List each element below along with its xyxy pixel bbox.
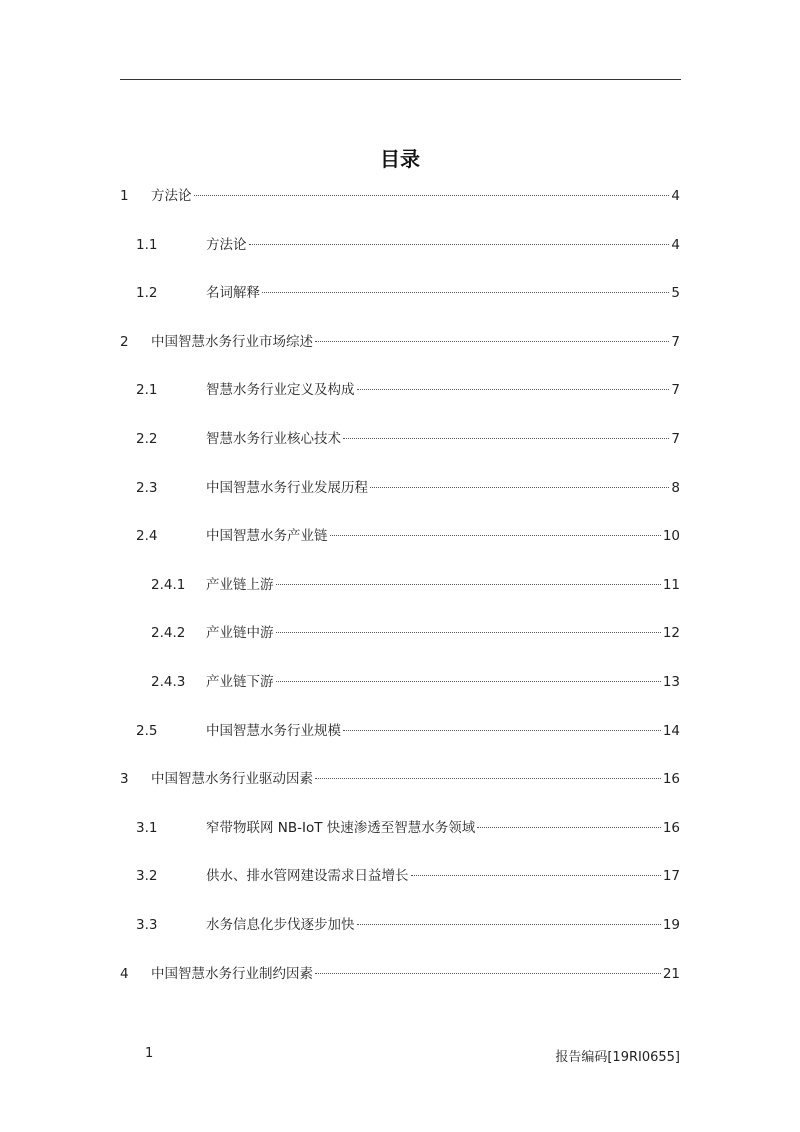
toc-entry-title: 水务信息化步伐逐步加快 xyxy=(206,917,355,933)
toc-title: 目录 xyxy=(380,147,420,171)
toc-entry-number: 3.3 xyxy=(136,917,158,933)
toc-dot-leader xyxy=(357,389,670,390)
toc-dot-leader xyxy=(411,875,661,876)
toc-entry-number: 2.4.2 xyxy=(151,625,186,642)
toc-entry[interactable] xyxy=(120,476,680,500)
toc-entry-number: 1.1 xyxy=(136,236,158,253)
toc-entry-number: 2.2 xyxy=(136,431,158,447)
toc-entry-page: 21 xyxy=(662,965,680,982)
toc-entry-title: 方法论 xyxy=(151,188,192,204)
toc-entry-number: 2.1 xyxy=(136,382,158,399)
toc-entry[interactable] xyxy=(120,573,680,597)
toc-entry[interactable] xyxy=(120,281,680,305)
toc-entry-number: 2.3 xyxy=(136,479,158,496)
toc-entry-title: 中国智慧水务行业驱动因素 xyxy=(151,771,313,788)
footer-report-code: 报告编码[19RI0655] xyxy=(555,1050,680,1065)
toc-dot-leader xyxy=(370,487,669,488)
toc-entry-title: 中国智慧水务行业制约因素 xyxy=(151,965,313,982)
toc-entry-page: 16 xyxy=(662,771,680,788)
toc-dot-leader xyxy=(262,292,669,293)
toc-entry[interactable] xyxy=(120,233,680,257)
toc-entry-title: 产业链中游 xyxy=(206,625,274,642)
toc-entry-page: 4 xyxy=(671,236,680,253)
toc-entry-title: 窄带物联网 NB-IoT 快速渗透至智慧水务领域 xyxy=(206,819,476,836)
toc-entry[interactable] xyxy=(120,767,680,791)
toc-entry-page: 7 xyxy=(671,382,680,399)
toc-entry[interactable] xyxy=(120,670,680,694)
toc-entry-title: 中国智慧水务行业规模 xyxy=(206,722,341,739)
toc-entry-number: 2 xyxy=(120,333,129,350)
toc-entry-page: 16 xyxy=(662,819,680,836)
toc-entry-number: 2.4 xyxy=(136,528,158,545)
toc-entry-page: 14 xyxy=(662,722,680,739)
toc-entry-number: 2.4.3 xyxy=(151,674,186,690)
toc-dot-leader xyxy=(315,341,669,342)
toc-entry-number: 1.2 xyxy=(136,285,158,302)
toc-entry[interactable] xyxy=(120,864,680,888)
toc-dot-leader xyxy=(194,195,670,196)
toc-entry[interactable] xyxy=(120,816,680,840)
toc-entry-title: 智慧水务行业核心技术 xyxy=(206,431,341,447)
toc-entry-title: 产业链下游 xyxy=(206,674,274,690)
toc-dot-leader xyxy=(276,681,661,682)
toc-entry-title: 中国智慧水务行业市场综述 xyxy=(151,333,313,350)
toc-dot-leader xyxy=(477,827,661,828)
toc-dot-leader xyxy=(330,535,661,536)
toc-entry-page: 13 xyxy=(662,674,680,690)
toc-entry-number: 2.4.1 xyxy=(151,576,186,593)
toc-entry-title: 智慧水务行业定义及构成 xyxy=(206,382,355,399)
toc-dot-leader xyxy=(276,632,661,633)
toc-entry-page: 5 xyxy=(671,285,680,302)
toc-entry-title: 方法论 xyxy=(206,236,247,253)
toc-entry-title: 产业链上游 xyxy=(206,576,274,593)
footer-page-number: 1 xyxy=(145,1046,154,1061)
toc-dot-leader xyxy=(249,244,670,245)
toc-entry[interactable] xyxy=(120,184,680,208)
toc-entry-number: 1 xyxy=(120,188,129,204)
toc-dot-leader xyxy=(276,584,661,585)
header-rule xyxy=(120,79,681,80)
toc-entry-title: 名词解释 xyxy=(206,285,260,302)
toc-entry[interactable] xyxy=(120,719,680,743)
toc-entry-page: 10 xyxy=(662,528,680,545)
toc-entry-title: 中国智慧水务行业发展历程 xyxy=(206,479,368,496)
toc-entry-page: 12 xyxy=(662,625,680,642)
toc-dot-leader xyxy=(343,438,669,439)
toc-entry[interactable] xyxy=(120,427,680,451)
toc-entry[interactable] xyxy=(120,913,680,937)
toc-dot-leader xyxy=(315,973,661,974)
toc-entry-page: 4 xyxy=(671,188,680,204)
toc-entry-number: 4 xyxy=(120,965,129,982)
toc-entry-page: 7 xyxy=(671,333,680,350)
toc-entry[interactable] xyxy=(120,524,680,548)
toc-entry-page: 11 xyxy=(662,576,680,593)
toc-entry-number: 2.5 xyxy=(136,722,158,739)
toc-entry-title: 中国智慧水务产业链 xyxy=(206,528,328,545)
toc-entry-page: 19 xyxy=(662,917,680,933)
toc-entry-number: 3.2 xyxy=(136,868,158,885)
toc-entry[interactable] xyxy=(120,621,680,645)
toc-entry-title: 供水、排水管网建设需求日益增长 xyxy=(206,868,409,885)
toc-dot-leader xyxy=(343,730,661,731)
toc-entry-page: 8 xyxy=(671,479,680,496)
toc-entry[interactable] xyxy=(120,378,680,402)
toc-entry-number: 3.1 xyxy=(136,819,158,836)
toc-entry[interactable] xyxy=(120,962,680,986)
toc-entry-page: 7 xyxy=(671,431,680,447)
toc-entry-number: 3 xyxy=(120,771,129,788)
toc-entry-page: 17 xyxy=(662,868,680,885)
toc-entry[interactable] xyxy=(120,330,680,354)
toc-dot-leader xyxy=(315,778,661,779)
toc-dot-leader xyxy=(357,924,661,925)
